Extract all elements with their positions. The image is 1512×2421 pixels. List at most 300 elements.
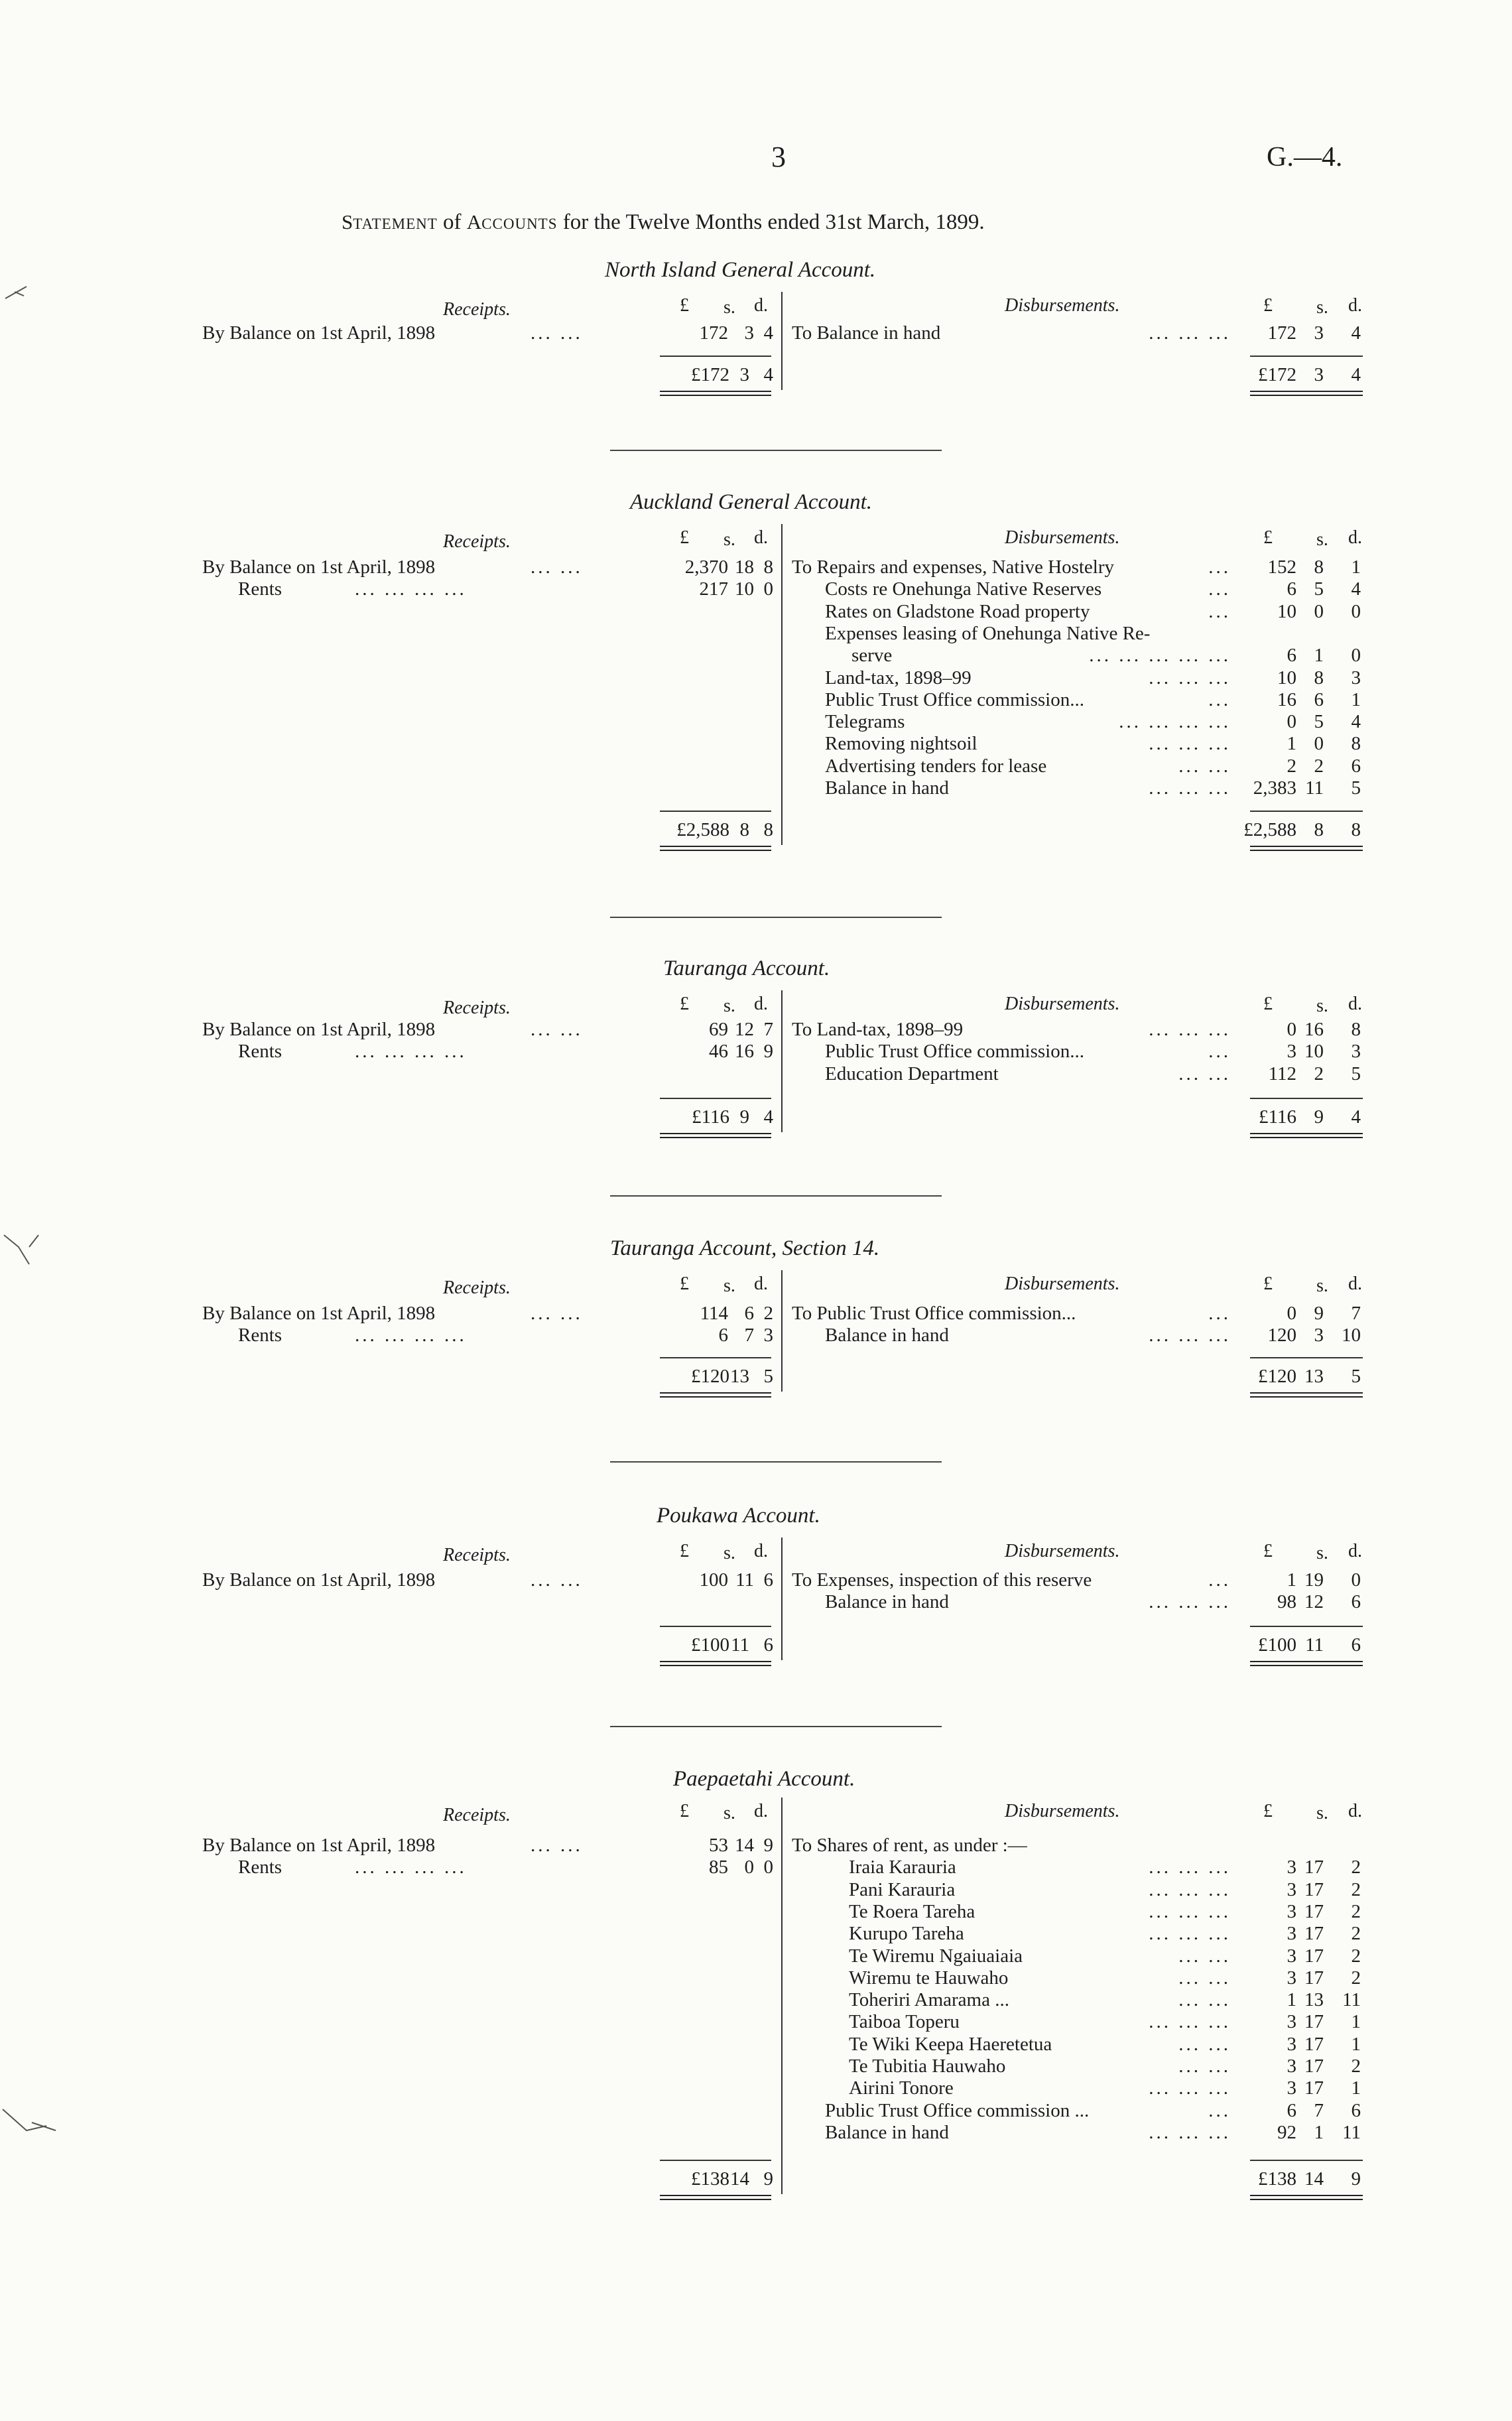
paepaetahi-disbursement-pence: 2	[1351, 1923, 1361, 1945]
tauranga14-disb-total-pounds: £120	[1258, 1366, 1296, 1387]
paepaetahi-disbursement-shillings: 17	[1304, 1878, 1324, 1900]
poukawa-receipt-double-rule	[660, 1661, 771, 1666]
tauranga-receipt-sum-rule	[660, 1098, 771, 1099]
tauranga14-disb-double-rule	[1250, 1392, 1363, 1398]
paepaetahi-receipt-shillings: 0	[744, 1857, 754, 1878]
poukawa-disbursement-pence: 0	[1351, 1569, 1361, 1591]
north_island-receipt-text: By Balance on 1st April, 1898	[202, 322, 436, 344]
title-rest-1: TATEMENT	[353, 216, 438, 232]
poukawa-disb-sum-rule	[1250, 1626, 1363, 1627]
tauranga-receipt-pounds: 46	[709, 1041, 728, 1063]
tauranga14-disbursement-shillings: 3	[1314, 1325, 1324, 1346]
paepaetahi-disbursement-text: Te Wiki Keepa Haeretetua	[849, 2033, 1052, 2055]
tauranga-dis-pound-header: £	[1263, 994, 1273, 1014]
tauranga-title: Tauranga Account.	[663, 956, 830, 980]
tauranga-disbursement-pounds: 3	[1287, 1041, 1296, 1063]
paepaetahi-receipt-double-rule	[660, 2195, 771, 2200]
paepaetahi-disbursement-pounds: 3	[1287, 2056, 1296, 2077]
north_island-rec-pound-header: £	[680, 295, 689, 316]
north_island-dis-pence-header: d.	[1348, 295, 1362, 316]
tauranga-receipt-total-shillings: 9	[739, 1106, 749, 1128]
poukawa-receipt-total-pence: 6	[763, 1634, 773, 1656]
tauranga14-receipt-double-rule	[660, 1392, 771, 1398]
paepaetahi-receipt-leader: ... ... ... ...	[355, 1857, 467, 1878]
auckland-rec-shilling-header: s.	[724, 529, 735, 550]
paepaetahi-disbursement-leader: ... ...	[1178, 2056, 1231, 2077]
paepaetahi-disbursement-text: Toheriri Amarama ...	[849, 1989, 1009, 2011]
margin-mark-2	[4, 1235, 38, 1264]
tauranga14-receipt-total-pounds: £120	[691, 1366, 729, 1387]
poukawa-receipt-pence: 6	[763, 1569, 773, 1591]
paepaetahi-disbursement-leader: ...	[1208, 2099, 1231, 2121]
paepaetahi-disbursement-leader: ... ...	[1178, 1945, 1231, 1967]
north_island-receipt-shillings: 3	[744, 322, 754, 344]
tauranga-disb-total-pence: 4	[1351, 1106, 1361, 1128]
auckland-disbursement-pounds: 2,383	[1253, 777, 1296, 799]
auckland-disbursement-text: Removing nightsoil	[825, 733, 977, 755]
poukawa-dis-pence-header: d.	[1348, 1541, 1362, 1561]
tauranga-disb-total-pounds: £116	[1259, 1106, 1296, 1128]
paepaetahi-disbursement-pounds: 3	[1287, 1900, 1296, 1922]
north_island-receipt-double-rule	[660, 391, 771, 396]
auckland-disbursement-shillings: 8	[1314, 556, 1324, 578]
auckland-disbursement-leader: ...	[1208, 600, 1231, 622]
auckland-disbursement-shillings: 5	[1314, 578, 1324, 600]
tauranga14-receipt-sum-rule	[660, 1357, 771, 1358]
paepaetahi-disbursements-header: Disbursements.	[1005, 1801, 1120, 1821]
paepaetahi-rec-pound-header: £	[680, 1801, 689, 1821]
north_island-disb-total-pounds: £172	[1258, 364, 1296, 385]
auckland-receipt-pence: 8	[763, 556, 773, 578]
auckland-rec-pound-header: £	[680, 527, 689, 548]
paepaetahi-disbursement-pence: 1	[1351, 2077, 1361, 2099]
tauranga14-disb-total-pence: 5	[1351, 1366, 1361, 1387]
tauranga-disbursement-leader: ... ... ...	[1149, 1019, 1231, 1040]
auckland-disbursement-text: Land-tax, 1898–99	[825, 667, 972, 688]
paepaetahi-dis-pence-header: d.	[1348, 1801, 1362, 1821]
paepaetahi-disbursement-pence: 2	[1351, 1857, 1361, 1878]
paepaetahi-title: Paepaetahi Account.	[673, 1767, 855, 1791]
paepaetahi-disbursement-leader: ... ... ...	[1149, 1857, 1231, 1878]
north_island-dis-pound-header: £	[1263, 295, 1273, 316]
auckland-receipts-header: Receipts.	[443, 531, 511, 552]
paepaetahi-disbursement-leader: ... ...	[1178, 1989, 1231, 2011]
poukawa-receipt-shillings: 11	[735, 1569, 754, 1591]
auckland-disbursement-pence: 4	[1351, 711, 1361, 733]
tauranga-disbursement-text: To Land-tax, 1898–99	[792, 1019, 964, 1040]
paepaetahi-disbursement-shillings: 7	[1314, 2099, 1324, 2121]
tauranga-rec-shilling-header: s.	[724, 996, 735, 1016]
north_island-section-separator	[610, 450, 942, 451]
north_island-column-divider	[781, 292, 783, 390]
tauranga-receipt-text: Rents	[238, 1041, 283, 1063]
title-of: of	[443, 210, 462, 234]
paepaetahi-disbursement-pence: 2	[1351, 1900, 1361, 1922]
auckland-receipt-double-rule	[660, 846, 771, 851]
auckland-disb-total-pence: 8	[1351, 819, 1361, 840]
tauranga-section-separator	[610, 1195, 942, 1197]
auckland-disbursement-text: Balance in hand	[825, 777, 949, 799]
auckland-disbursement-pounds: 16	[1277, 688, 1296, 710]
title-cap-1: S	[342, 210, 353, 233]
tauranga-disbursement-pence: 5	[1351, 1063, 1361, 1084]
tauranga14-disbursement-text: To Public Trust Office commission...	[792, 1303, 1076, 1324]
tauranga-receipt-leader: ... ...	[531, 1019, 583, 1040]
poukawa-title: Poukawa Account.	[657, 1504, 820, 1528]
auckland-disbursement-shillings: 11	[1305, 777, 1324, 799]
poukawa-disb-double-rule	[1250, 1661, 1363, 1666]
paepaetahi-receipts-header: Receipts.	[443, 1805, 511, 1825]
paepaetahi-receipt-pounds: 85	[709, 1857, 728, 1878]
north_island-receipt-sum-rule	[660, 356, 771, 357]
paepaetahi-disbursement-text: Wiremu te Hauwaho	[849, 1967, 1009, 1989]
auckland-disbursement-text: Expenses leasing of Onehunga Native Re-	[825, 622, 1151, 644]
poukawa-dis-shilling-header: s.	[1316, 1543, 1328, 1563]
north_island-receipt-total-pence: 4	[763, 364, 773, 385]
paepaetahi-disb-total-shillings: 14	[1304, 2168, 1324, 2190]
tauranga14-disbursement-leader: ... ... ...	[1149, 1325, 1231, 1346]
paepaetahi-disbursement-text: Te Tubitia Hauwaho	[849, 2056, 1006, 2077]
auckland-disbursement-text: Public Trust Office commission...	[825, 688, 1084, 710]
auckland-disbursement-shillings: 1	[1314, 645, 1324, 667]
tauranga-receipt-total-pounds: £116	[692, 1106, 729, 1128]
paepaetahi-disbursement-shillings: 17	[1304, 2077, 1324, 2099]
poukawa-disbursement-pence: 6	[1351, 1591, 1361, 1613]
tauranga-receipts-header: Receipts.	[443, 998, 511, 1018]
north_island-receipt-total-shillings: 3	[739, 364, 749, 385]
poukawa-rec-shilling-header: s.	[724, 1543, 735, 1563]
tauranga-disbursement-pence: 8	[1351, 1019, 1361, 1040]
paepaetahi-disbursement-pence: 2	[1351, 1945, 1361, 1967]
paepaetahi-disbursement-pounds: 92	[1277, 2121, 1296, 2143]
north_island-disbursement-pounds: 172	[1267, 322, 1296, 344]
paepaetahi-disbursement-pounds: 3	[1287, 1878, 1296, 1900]
poukawa-receipt-pounds: 100	[699, 1569, 728, 1591]
auckland-receipt-leader: ... ...	[531, 556, 583, 578]
paepaetahi-disbursement-text: Iraia Karauria	[849, 1857, 956, 1878]
north_island-receipts-header: Receipts.	[443, 299, 511, 320]
margin-mark-1	[5, 287, 27, 298]
paepaetahi-receipt-pounds: 53	[709, 1835, 728, 1856]
auckland-disbursement-text: serve	[851, 645, 893, 667]
auckland-disbursement-pence: 5	[1351, 777, 1361, 799]
tauranga-receipt-leader: ... ... ... ...	[355, 1041, 467, 1063]
tauranga14-receipt-leader: ... ...	[531, 1303, 583, 1324]
poukawa-receipt-sum-rule	[660, 1626, 771, 1627]
tauranga14-receipt-total-shillings: 13	[730, 1366, 749, 1387]
tauranga14-receipt-pounds: 6	[718, 1325, 728, 1346]
paepaetahi-disb-double-rule	[1250, 2195, 1363, 2200]
paepaetahi-disbursement-shillings: 17	[1304, 2011, 1324, 2033]
north_island-rec-shilling-header: s.	[724, 297, 735, 318]
auckland-disb-double-rule	[1250, 846, 1363, 851]
north_island-disb-double-rule	[1250, 391, 1363, 396]
page-number: 3	[771, 141, 786, 173]
auckland-section-separator	[610, 917, 942, 918]
auckland-disbursement-pounds: 10	[1277, 600, 1296, 622]
tauranga14-receipt-text: By Balance on 1st April, 1898	[202, 1303, 436, 1324]
paepaetahi-disb-sum-rule	[1250, 2160, 1363, 2161]
auckland-disbursement-leader: ... ... ...	[1149, 733, 1231, 755]
poukawa-column-divider	[781, 1538, 783, 1660]
auckland-disbursement-pence: 1	[1351, 556, 1361, 578]
tauranga14-disbursement-pence: 10	[1342, 1325, 1361, 1346]
tauranga14-receipts-header: Receipts.	[443, 1277, 511, 1298]
north_island-disb-total-pence: 4	[1351, 364, 1361, 385]
north_island-title: North Island General Account.	[605, 258, 876, 282]
paepaetahi-rec-shilling-header: s.	[724, 1803, 735, 1823]
tauranga-column-divider	[781, 990, 783, 1132]
paepaetahi-receipt-text: By Balance on 1st April, 1898	[202, 1835, 436, 1856]
auckland-disbursement-shillings: 6	[1314, 688, 1324, 710]
tauranga-disbursement-leader: ...	[1208, 1041, 1231, 1063]
paepaetahi-disbursement-leader: ... ...	[1178, 1967, 1231, 1989]
paepaetahi-disbursement-pounds: 1	[1287, 1989, 1296, 2011]
poukawa-receipts-header: Receipts.	[443, 1545, 511, 1565]
paepaetahi-disbursement-text: Pani Karauria	[849, 1878, 956, 1900]
auckland-disbursement-leader: ... ... ...	[1149, 777, 1231, 799]
tauranga14-dis-shilling-header: s.	[1316, 1276, 1328, 1296]
poukawa-receipt-total-pounds: £100	[691, 1634, 729, 1656]
auckland-dis-pound-header: £	[1263, 527, 1273, 548]
paepaetahi-receipt-sum-rule	[660, 2160, 771, 2161]
tauranga14-disbursements-header: Disbursements.	[1005, 1274, 1120, 1294]
poukawa-disb-total-pence: 6	[1351, 1634, 1361, 1656]
title-cap-2: A	[466, 210, 482, 233]
paepaetahi-disbursement-pounds: 6	[1287, 2099, 1296, 2121]
margin-marks	[0, 0, 80, 2421]
auckland-receipt-pence: 0	[763, 578, 773, 600]
tauranga14-disbursement-leader: ...	[1208, 1303, 1231, 1324]
paepaetahi-disbursement-pounds: 3	[1287, 1967, 1296, 1989]
paepaetahi-disbursement-text: Kurupo Tareha	[849, 1923, 964, 1945]
poukawa-section-separator	[610, 1726, 942, 1727]
tauranga14-rec-pound-header: £	[680, 1274, 689, 1294]
paepaetahi-disbursement-pence: 2	[1351, 1878, 1361, 1900]
tauranga-dis-shilling-header: s.	[1316, 996, 1328, 1016]
auckland-rec-pence-header: d.	[754, 527, 768, 548]
auckland-disbursement-pence: 0	[1351, 645, 1361, 667]
auckland-disbursements-header: Disbursements.	[1005, 527, 1120, 548]
paepaetahi-disbursement-pounds: 3	[1287, 1857, 1296, 1878]
auckland-receipt-total-pounds: £2,588	[676, 819, 729, 840]
tauranga14-receipt-leader: ... ... ... ...	[355, 1325, 467, 1346]
paepaetahi-disbursement-shillings: 13	[1304, 1989, 1324, 2011]
auckland-disb-sum-rule	[1250, 811, 1363, 812]
paepaetahi-receipt-total-pounds: £138	[691, 2168, 729, 2190]
tauranga14-receipt-total-pence: 5	[763, 1366, 773, 1387]
paepaetahi-disbursement-text: Public Trust Office commission ...	[825, 2099, 1090, 2121]
title-rest: for the Twelve Months ended 31st March, 1899.	[562, 210, 985, 234]
tauranga-disb-double-rule	[1250, 1133, 1363, 1138]
north_island-receipt-pounds: 172	[699, 322, 728, 344]
tauranga14-dis-pence-header: d.	[1348, 1274, 1362, 1294]
paepaetahi-disbursement-shillings: 1	[1314, 2121, 1324, 2143]
tauranga-disbursement-shillings: 2	[1314, 1063, 1324, 1084]
paepaetahi-disbursement-leader: ... ... ...	[1149, 2011, 1231, 2033]
tauranga-disbursement-text: Public Trust Office commission...	[825, 1041, 1084, 1063]
auckland-disbursement-leader: ...	[1208, 688, 1231, 710]
tauranga-receipt-pence: 9	[763, 1041, 773, 1063]
paepaetahi-disbursement-leader: ... ... ...	[1149, 2077, 1231, 2099]
tauranga14-section-separator	[610, 1461, 942, 1463]
auckland-disbursement-leader: ... ... ...	[1149, 667, 1231, 688]
paepaetahi-disbursement-pence: 11	[1342, 1989, 1361, 2011]
tauranga-receipt-text: By Balance on 1st April, 1898	[202, 1019, 436, 1040]
poukawa-disbursement-shillings: 19	[1304, 1569, 1324, 1591]
paepaetahi-receipt-pence: 0	[763, 1857, 773, 1878]
paepaetahi-disbursement-pounds: 3	[1287, 2077, 1296, 2099]
tauranga14-disbursement-pounds: 120	[1267, 1325, 1296, 1346]
auckland-disbursement-pence: 0	[1351, 600, 1361, 622]
north_island-disbursement-leader: ... ... ...	[1149, 322, 1231, 344]
paepaetahi-dis-pound-header: £	[1263, 1801, 1273, 1821]
auckland-receipt-pounds: 217	[699, 578, 728, 600]
poukawa-disbursement-pounds: 98	[1277, 1591, 1296, 1613]
tauranga14-disb-total-shillings: 13	[1304, 1366, 1324, 1387]
paepaetahi-disbursement-pounds: 3	[1287, 2011, 1296, 2033]
paepaetahi-receipt-shillings: 14	[735, 1835, 754, 1856]
auckland-disbursement-pence: 3	[1351, 667, 1361, 688]
tauranga14-disbursement-shillings: 9	[1314, 1303, 1324, 1324]
title-rest-2: CCOUNTS	[481, 216, 558, 232]
north_island-receipt-pence: 4	[763, 322, 773, 344]
tauranga-disbursement-text: Education Department	[825, 1063, 999, 1084]
poukawa-rec-pence-header: d.	[754, 1541, 768, 1561]
auckland-disbursement-pence: 6	[1351, 755, 1361, 777]
tauranga-disbursement-shillings: 16	[1304, 1019, 1324, 1040]
poukawa-rec-pound-header: £	[680, 1541, 689, 1561]
auckland-disbursement-text: Telegrams	[825, 711, 905, 733]
paepaetahi-disbursement-pounds: 3	[1287, 2033, 1296, 2055]
poukawa-disbursements-header: Disbursements.	[1005, 1541, 1120, 1561]
poukawa-disb-total-pounds: £100	[1258, 1634, 1296, 1656]
tauranga-receipt-shillings: 12	[735, 1019, 754, 1040]
tauranga14-disbursement-pence: 7	[1351, 1303, 1361, 1324]
paepaetahi-dis-shilling-header: s.	[1316, 1803, 1328, 1823]
auckland-disb-total-pounds: £2,588	[1243, 819, 1296, 840]
paepaetahi-disbursement-pence: 1	[1351, 2033, 1361, 2055]
poukawa-dis-pound-header: £	[1263, 1541, 1273, 1561]
paepaetahi-disbursement-pence: 6	[1351, 2099, 1361, 2121]
north_island-disbursements-header: Disbursements.	[1005, 295, 1120, 316]
tauranga14-receipt-pounds: 114	[700, 1303, 728, 1324]
tauranga-dis-pence-header: d.	[1348, 994, 1362, 1014]
auckland-disbursement-shillings: 0	[1314, 733, 1324, 755]
north_island-disbursement-pence: 4	[1351, 322, 1361, 344]
poukawa-disbursement-leader: ... ... ...	[1149, 1591, 1231, 1613]
paepaetahi-disbursement-text: Airini Tonore	[849, 2077, 954, 2099]
paepaetahi-receipt-leader: ... ...	[531, 1835, 583, 1856]
tauranga14-column-divider	[781, 1270, 783, 1392]
paepaetahi-disbursement-shillings: 17	[1304, 2033, 1324, 2055]
paepaetahi-disbursement-shillings: 17	[1304, 2056, 1324, 2077]
tauranga14-disbursement-pounds: 0	[1287, 1303, 1296, 1324]
tauranga14-rec-pence-header: d.	[754, 1274, 768, 1294]
margin-mark-3	[3, 2109, 56, 2130]
paepaetahi-disbursement-text: Balance in hand	[825, 2121, 949, 2143]
auckland-disbursement-pounds: 152	[1267, 556, 1296, 578]
auckland-disbursement-pounds: 0	[1287, 711, 1296, 733]
tauranga-disbursement-pounds: 0	[1287, 1019, 1296, 1040]
tauranga14-receipt-pence: 2	[763, 1303, 773, 1324]
tauranga14-receipt-text: Rents	[238, 1325, 283, 1346]
poukawa-disbursement-text: Balance in hand	[825, 1591, 949, 1613]
paepaetahi-disbursement-leader: ... ...	[1178, 2033, 1231, 2055]
auckland-disbursement-text: Costs re Onehunga Native Reserves	[825, 578, 1102, 600]
auckland-column-divider	[781, 524, 783, 845]
paepaetahi-receipt-text: Rents	[238, 1857, 283, 1878]
tauranga14-receipt-shillings: 7	[744, 1325, 754, 1346]
tauranga14-dis-pound-header: £	[1263, 1274, 1273, 1294]
auckland-dis-pence-header: d.	[1348, 527, 1362, 548]
auckland-receipt-total-pence: 8	[763, 819, 773, 840]
tauranga-disbursements-header: Disbursements.	[1005, 994, 1120, 1014]
tauranga-rec-pound-header: £	[680, 994, 689, 1014]
poukawa-receipt-total-shillings: 11	[731, 1634, 749, 1656]
auckland-disbursement-text: Advertising tenders for lease	[825, 755, 1047, 777]
tauranga-receipt-double-rule	[660, 1133, 771, 1138]
paepaetahi-disbursement-pence: 2	[1351, 1967, 1361, 1989]
paepaetahi-disbursement-text: Taiboa Toperu	[849, 2011, 960, 2033]
auckland-disbursement-pounds: 6	[1287, 578, 1296, 600]
paepaetahi-disbursement-text: To Shares of rent, as under :—	[792, 1835, 1027, 1856]
north_island-disbursement-shillings: 3	[1314, 322, 1324, 344]
paepaetahi-column-divider	[781, 1798, 783, 2194]
paepaetahi-disbursement-leader: ... ... ...	[1149, 1923, 1231, 1945]
auckland-disbursement-pounds: 6	[1287, 645, 1296, 667]
auckland-disbursement-text: Rates on Gladstone Road property	[825, 600, 1090, 622]
paepaetahi-disbursement-shillings: 17	[1304, 1923, 1324, 1945]
tauranga14-receipt-pence: 3	[763, 1325, 773, 1346]
paepaetahi-disbursement-pence: 1	[1351, 2011, 1361, 2033]
north_island-rec-pence-header: d.	[754, 295, 768, 316]
paepaetahi-rec-pence-header: d.	[754, 1801, 768, 1821]
tauranga-receipt-total-pence: 4	[763, 1106, 773, 1128]
auckland-disbursement-pence: 1	[1351, 688, 1361, 710]
paepaetahi-disb-total-pounds: £138	[1258, 2168, 1296, 2190]
paepaetahi-disbursement-text: Te Roera Tareha	[849, 1900, 976, 1922]
auckland-disbursement-shillings: 8	[1314, 667, 1324, 688]
paepaetahi-disbursement-shillings: 17	[1304, 1857, 1324, 1878]
auckland-disb-total-shillings: 8	[1314, 819, 1324, 840]
tauranga14-receipt-shillings: 6	[744, 1303, 754, 1324]
paepaetahi-disbursement-shillings: 17	[1304, 1967, 1324, 1989]
poukawa-disbursement-pounds: 1	[1287, 1569, 1296, 1591]
auckland-disbursement-leader: ...	[1208, 578, 1231, 600]
tauranga-rec-pence-header: d.	[754, 994, 768, 1014]
document-reference: G.—4.	[1267, 142, 1343, 172]
north_island-disb-sum-rule	[1250, 356, 1363, 357]
tauranga-disbursement-shillings: 10	[1304, 1041, 1324, 1063]
poukawa-receipt-text: By Balance on 1st April, 1898	[202, 1569, 436, 1591]
tauranga-disbursement-pounds: 112	[1268, 1063, 1296, 1084]
auckland-receipt-pounds: 2,370	[684, 556, 728, 578]
tauranga-receipt-pence: 7	[763, 1019, 773, 1040]
paepaetahi-disbursement-pence: 2	[1351, 2056, 1361, 2077]
auckland-disbursement-pence: 4	[1351, 578, 1361, 600]
poukawa-disbursement-text: To Expenses, inspection of this reserve	[792, 1569, 1092, 1591]
auckland-disbursement-leader: ... ... ... ... ...	[1089, 645, 1231, 667]
tauranga-disbursement-pence: 3	[1351, 1041, 1361, 1063]
tauranga-disb-total-shillings: 9	[1314, 1106, 1324, 1128]
paepaetahi-disbursement-shillings: 17	[1304, 1945, 1324, 1967]
tauranga-receipt-pounds: 69	[709, 1019, 728, 1040]
tauranga14-disb-sum-rule	[1250, 1357, 1363, 1358]
auckland-disbursement-pounds: 1	[1287, 733, 1296, 755]
poukawa-disb-total-shillings: 11	[1305, 1634, 1324, 1656]
auckland-disbursement-text: To Repairs and expenses, Native Hostelry	[792, 556, 1115, 578]
